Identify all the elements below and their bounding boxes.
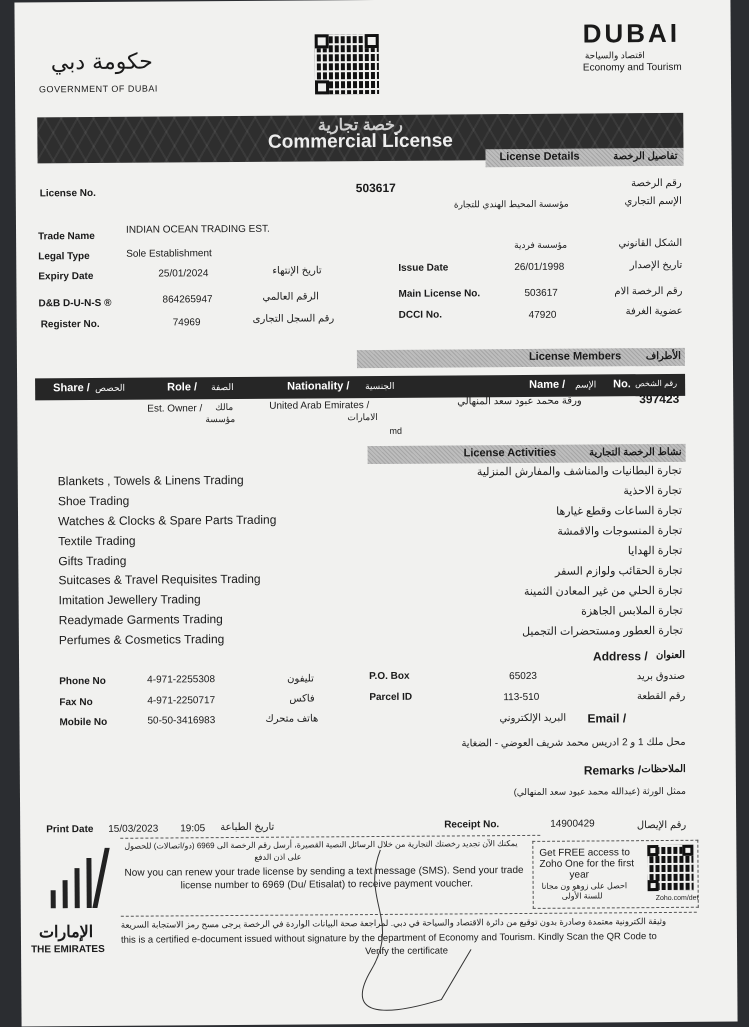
member-role-ar-2: مؤسسة	[205, 413, 236, 425]
col-no-ar: رقم الشخص	[635, 378, 678, 389]
emirates-logo	[14, 0, 730, 3]
duns-value: 864265947	[162, 294, 213, 306]
zoho-url: Zoho.com/det	[655, 894, 699, 903]
expiry-date-label-ar: تاريخ الإنتهاء	[272, 265, 322, 277]
col-role: Role /	[167, 381, 198, 394]
license-members-label: License Members	[528, 350, 622, 363]
register-no-label: Register No.	[40, 318, 100, 331]
trade-name-value: INDIAN OCEAN TRADING EST.	[125, 223, 270, 236]
license-activities-label-ar: نشاط الرخصة التجارية	[589, 446, 682, 459]
license-activities-header	[368, 444, 686, 464]
legal-type-label: Legal Type	[38, 250, 90, 263]
dcci-no-label: DCCI No.	[398, 309, 443, 321]
activity-ar: تجارة المنسوجات والاقمشة	[557, 524, 683, 538]
trade-name-label: Trade Name	[38, 230, 95, 243]
activity-en: Blankets , Towels & Linens Trading	[57, 472, 244, 489]
signature-scribble	[350, 839, 491, 1020]
legal-type-value: Sole Establishment	[126, 248, 212, 260]
address-label: Address /	[592, 649, 648, 664]
member-nationality-ar: الامارات	[347, 411, 378, 423]
phone-label: Phone No	[59, 675, 106, 688]
sms-notice-en-2: license number to 6969 (Du/ Etisalat) to receive payment voucher.	[180, 878, 474, 892]
dcci-no-value: 47920	[528, 309, 557, 321]
member-role: Est. Owner /	[147, 403, 203, 415]
license-no-label: License No.	[39, 187, 96, 200]
license-details-label: License Details	[499, 150, 580, 164]
activity-en: Gifts Trading	[58, 553, 127, 569]
zoho-promo-box	[532, 840, 698, 909]
title-en: Commercial License	[267, 130, 453, 153]
issue-date-label: Issue Date	[398, 262, 449, 274]
phone-value: 4-971-2255308	[147, 674, 216, 686]
trade-name-ar: مؤسسة المحيط الهندي للتجارة	[453, 198, 569, 210]
register-no-value: 74969	[172, 317, 201, 329]
zoho-line-2: Zoho One for the first	[539, 858, 635, 870]
col-no: No.	[613, 378, 631, 391]
activity-en: Perfumes & Cosmetics Trading	[58, 632, 225, 648]
receipt-value: 14900429	[550, 818, 595, 830]
address-label-ar: العنوان	[656, 649, 686, 662]
mobile-label-ar: هاتف متحرك	[265, 713, 319, 725]
parcel-value: 113-510	[503, 691, 540, 704]
activity-ar: تجارة الحلي من غير المعادن الثمينة	[523, 584, 683, 598]
activity-ar: تجارة الملابس الجاهزة	[581, 604, 683, 618]
expiry-date-value: 25/01/2024	[158, 268, 209, 280]
col-role-ar: الصفة	[211, 381, 234, 393]
receipt-label-ar: رقم الإيصال	[636, 819, 687, 832]
zoho-line-3: year	[569, 869, 590, 881]
main-license-value: 503617	[524, 287, 558, 299]
activity-ar: تجارة الهدايا	[627, 544, 683, 558]
activity-ar: تجارة الساعات وقطع غيارها	[556, 504, 683, 518]
print-date-value: 15/03/2023	[108, 823, 159, 835]
emirates-logo-ar: الإمارات	[38, 923, 94, 942]
col-name-ar: الإسم	[575, 379, 597, 390]
zoho-qr-code	[647, 845, 693, 891]
member-role-ar-1: مالك	[215, 401, 234, 413]
expiry-date-label: Expiry Date	[38, 270, 94, 283]
title-ar: رخصة تجارية	[317, 116, 403, 135]
cert-text-ar: وثيقة الكترونية معتمدة وصادرة بدون توقيع من دائرة الاقتصاد والسياحة في دبي. لمراجعة صحة البيانات الواردة في الرخصة يرجى مسح رمز الاستجابة السريعة	[120, 915, 667, 930]
government-logo-en: GOVERNMENT OF DUBAI	[39, 83, 158, 95]
remarks-text-ar: ممثل الورثة (عبدالله محمد عبود سعد المنهالي)	[513, 785, 686, 798]
license-document	[14, 0, 737, 1026]
trade-name-label-ar: الإسم التجاري	[624, 195, 682, 208]
zoho-line-1: Get FREE access to	[539, 847, 631, 859]
receipt-label: Receipt No.	[444, 819, 500, 831]
member-name-ar: ورقة محمد عبود سعد المنهالي	[457, 395, 582, 408]
activity-ar: تجارة البطانيات والمناشف والمفارش المنزلية	[476, 464, 682, 479]
header-qr-code	[315, 34, 379, 94]
member-nationality: United Arab Emirates /	[269, 400, 370, 412]
pobox-label: P.O. Box	[369, 670, 410, 683]
footer-divider	[120, 835, 540, 839]
parcel-label: Parcel ID	[369, 691, 413, 704]
col-nationality-ar: الجنسية	[365, 380, 395, 392]
member-no: 397423	[639, 391, 680, 407]
parcel-label-ar: رقم القطعة	[636, 690, 686, 703]
pobox-value: 65023	[509, 670, 538, 683]
license-members-label-ar: الأطراف	[645, 350, 681, 363]
cert-text-en-2: Verify the certificate	[365, 945, 449, 958]
dept-name-ar: اقتصاد والسياحة	[584, 50, 645, 61]
main-license-label: Main License No.	[398, 288, 481, 300]
fax-label: Fax No	[59, 696, 93, 709]
zoho-ar-2: للسنة الأولى	[561, 891, 603, 901]
email-label: Email /	[587, 711, 627, 726]
pobox-label-ar: صندوق بريد	[636, 670, 686, 683]
sms-notice-ar-2: على اذن الدفع	[254, 852, 302, 862]
fax-label-ar: فاكس	[289, 693, 315, 705]
remarks-label-ar: الملاحظات	[641, 763, 686, 776]
license-details-label-ar: تفاصيل الرخصة	[613, 150, 678, 163]
issue-date-value: 26/01/1998	[514, 261, 565, 274]
legal-type-label-ar: الشكل القانوني	[618, 237, 683, 250]
sms-notice-en-1: Now you can renew your trade license by sending a text message (SMS). Send your trade	[124, 864, 524, 879]
activity-ar: تجارة العطور ومستحضرات التجميل	[522, 624, 683, 638]
activity-en: Textile Trading	[58, 533, 136, 549]
location-ar: محل ملك 1 و 2 ادريس محمد شريف العوضي - الضغاية	[461, 736, 686, 750]
print-time-value: 19:05	[180, 823, 206, 835]
dept-name-en: Economy and Tourism	[582, 61, 682, 74]
activity-en: Suitcases & Travel Requisites Trading	[58, 571, 261, 588]
license-no-value: 503617	[355, 180, 396, 196]
activity-en: Shoe Trading	[57, 493, 130, 509]
mobile-label: Mobile No	[59, 716, 108, 729]
issue-date-label-ar: تاريخ الإصدار	[629, 259, 683, 272]
fax-value: 4-971-2250717	[147, 695, 216, 707]
remarks-label: Remarks /	[583, 763, 642, 778]
phone-label-ar: تليفون	[287, 673, 314, 685]
license-no-label-ar: رقم الرخصة	[631, 177, 682, 190]
license-details-header	[485, 148, 683, 167]
legal-type-ar: مؤسسة فردية	[514, 239, 568, 251]
register-no-label-ar: رقم السجل التجارى	[252, 313, 335, 325]
government-logo-ar: حكومة دبي	[50, 49, 153, 76]
col-nationality: Nationality /	[287, 380, 350, 393]
print-date-label-ar: تاريخ الطباعة	[220, 821, 275, 834]
mobile-value: 50-50-3416983	[147, 715, 216, 727]
activity-en: Imitation Jewellery Trading	[58, 592, 201, 608]
activity-en: Readymade Garments Trading	[58, 612, 223, 628]
activity-en: Watches & Clocks & Spare Parts Trading	[58, 512, 277, 529]
activity-ar: تجارة الحقائب ولوازم السفر	[554, 564, 683, 578]
duns-label: D&B D-U-N-S ®	[38, 297, 112, 310]
sms-notice-ar-1: يمكنك الآن تجديد رخصتك التجارية من خلال الرسائل النصية القصيرة، أرسل رقم الرخصة الى 6969 (دو/اتصالات) للحصول	[124, 839, 518, 851]
email-label-ar: البريد الإلكتروني	[499, 712, 567, 725]
dcci-no-label-ar: عضوية الغرفة	[625, 305, 683, 318]
col-share: Share /	[53, 381, 90, 395]
license-members-header	[357, 348, 685, 368]
print-date-label: Print Date	[46, 823, 94, 836]
duns-label-ar: الرقم العالمي	[262, 291, 319, 303]
emirates-logo-en: THE EMIRATES	[31, 943, 105, 956]
cert-text-en-1: this is a certified e-document issued without signature by the department of Economy and Tourism. Kindly Scan the QR Code to	[120, 931, 657, 946]
license-activities-label: License Activities	[463, 446, 557, 460]
main-license-label-ar: رقم الرخصة الام	[614, 285, 683, 298]
member-extra: md	[389, 425, 402, 436]
col-share-ar: الحصص	[95, 382, 126, 393]
dubai-logo: DUBAI	[582, 17, 681, 49]
members-table-header	[35, 374, 685, 401]
col-name: Name /	[529, 378, 566, 391]
zoho-ar-1: احصل على زوهو ون مجانا	[541, 881, 628, 891]
activity-ar: تجارة الاحذية	[623, 484, 682, 498]
